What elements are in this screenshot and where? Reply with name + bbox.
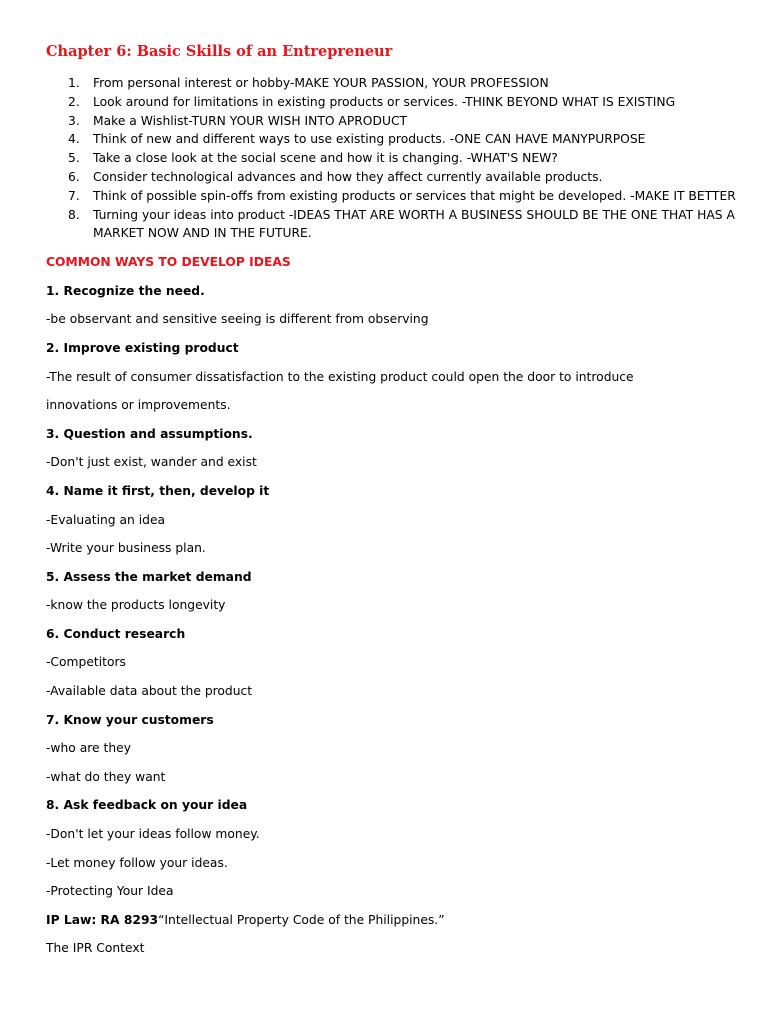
list-item <box>46 93 736 112</box>
list-text: Look around for limitations in existing products or services. -THINK BEYOND WHAT IS EXISTING <box>93 94 676 109</box>
list-number: 2. <box>68 94 80 109</box>
ip-law-label: IP Law: RA 8293 <box>46 912 159 927</box>
list-text: Make a Wishlist-TURN YOUR WISH INTO APRODUCT <box>93 113 408 128</box>
way-heading: 3. Question and assumptions. <box>46 426 253 441</box>
list-item <box>46 130 736 149</box>
ways-section <box>46 282 736 968</box>
way-detail: -Don't let your ideas follow money. <box>46 827 260 842</box>
way-heading: 2. Improve existing product <box>46 340 239 355</box>
way-detail: -Available data about the product <box>46 684 253 699</box>
list-text: Think of new and different ways to use existing products. -ONE CAN HAVE MANYPURPOSE <box>93 132 646 147</box>
way-detail: -know the products longevity <box>46 598 226 613</box>
list-number: 8. <box>68 207 80 222</box>
ipr-context: The IPR Context <box>46 941 145 956</box>
way-heading: 6. Conduct research <box>46 626 186 641</box>
list-number: 5. <box>68 151 80 166</box>
way-detail: -Protecting Your Idea <box>46 884 174 899</box>
way-heading: 7. Know your customers <box>46 712 214 727</box>
way-detail: -what do they want <box>46 769 166 784</box>
way-heading: 8. Ask feedback on your idea <box>46 798 248 813</box>
list-number: 7. <box>68 188 80 203</box>
way-heading: 1. Recognize the need. <box>46 283 205 298</box>
way-detail: -The result of consumer dissatisfaction to the existing product could open the door to introduce <box>46 369 634 384</box>
way-detail: -Let money follow your ideas. <box>46 855 228 870</box>
ip-law-text: “Intellectual Property Code of the Philippines.” <box>158 912 445 927</box>
ip-law-line <box>46 911 736 940</box>
way-detail: -Evaluating an idea <box>46 512 166 527</box>
document-page <box>46 42 736 968</box>
way-detail: -be observant and sensitive seeing is different from observing <box>46 312 429 327</box>
list-item <box>46 206 736 244</box>
list-text: Think of possible spin-offs from existing products or services that might be developed. -MAKE IT BETTER <box>93 188 736 203</box>
way-detail: -Write your business plan. <box>46 541 206 556</box>
list-item <box>46 74 736 93</box>
section-heading: COMMON WAYS TO DEVELOP IDEAS <box>46 255 291 270</box>
list-text: Take a close look at the social scene and how it is changing. -WHAT'S NEW? <box>93 151 558 166</box>
list-number: 4. <box>68 132 80 147</box>
list-number: 3. <box>68 113 80 128</box>
way-detail: -Don't just exist, wander and exist <box>46 455 257 470</box>
chapter-title: Chapter 6: Basic Skills of an Entrepreneur <box>46 43 393 60</box>
list-item <box>46 149 736 168</box>
way-detail: -Competitors <box>46 655 126 670</box>
list-item <box>46 112 736 131</box>
list-number: 6. <box>68 169 80 184</box>
list-text: Consider technological advances and how they affect currently available products. <box>93 169 603 184</box>
list-text: Turning your ideas into product -IDEAS THAT ARE WORTH A BUSINESS SHOULD BE THE ONE THAT HAS A MARKET NOW AND IN THE FUTURE. <box>93 207 735 241</box>
list-item <box>46 187 736 206</box>
list-number: 1. <box>68 76 80 90</box>
steps-list <box>46 74 736 243</box>
way-detail: innovations or improvements. <box>46 398 231 413</box>
way-heading: 5. Assess the market demand <box>46 569 252 584</box>
way-heading: 4. Name it first, then, develop it <box>46 483 270 498</box>
list-item <box>46 168 736 187</box>
list-text: From personal interest or hobby-MAKE YOUR PASSION, YOUR PROFESSION <box>93 76 549 90</box>
way-detail: -who are they <box>46 741 131 756</box>
